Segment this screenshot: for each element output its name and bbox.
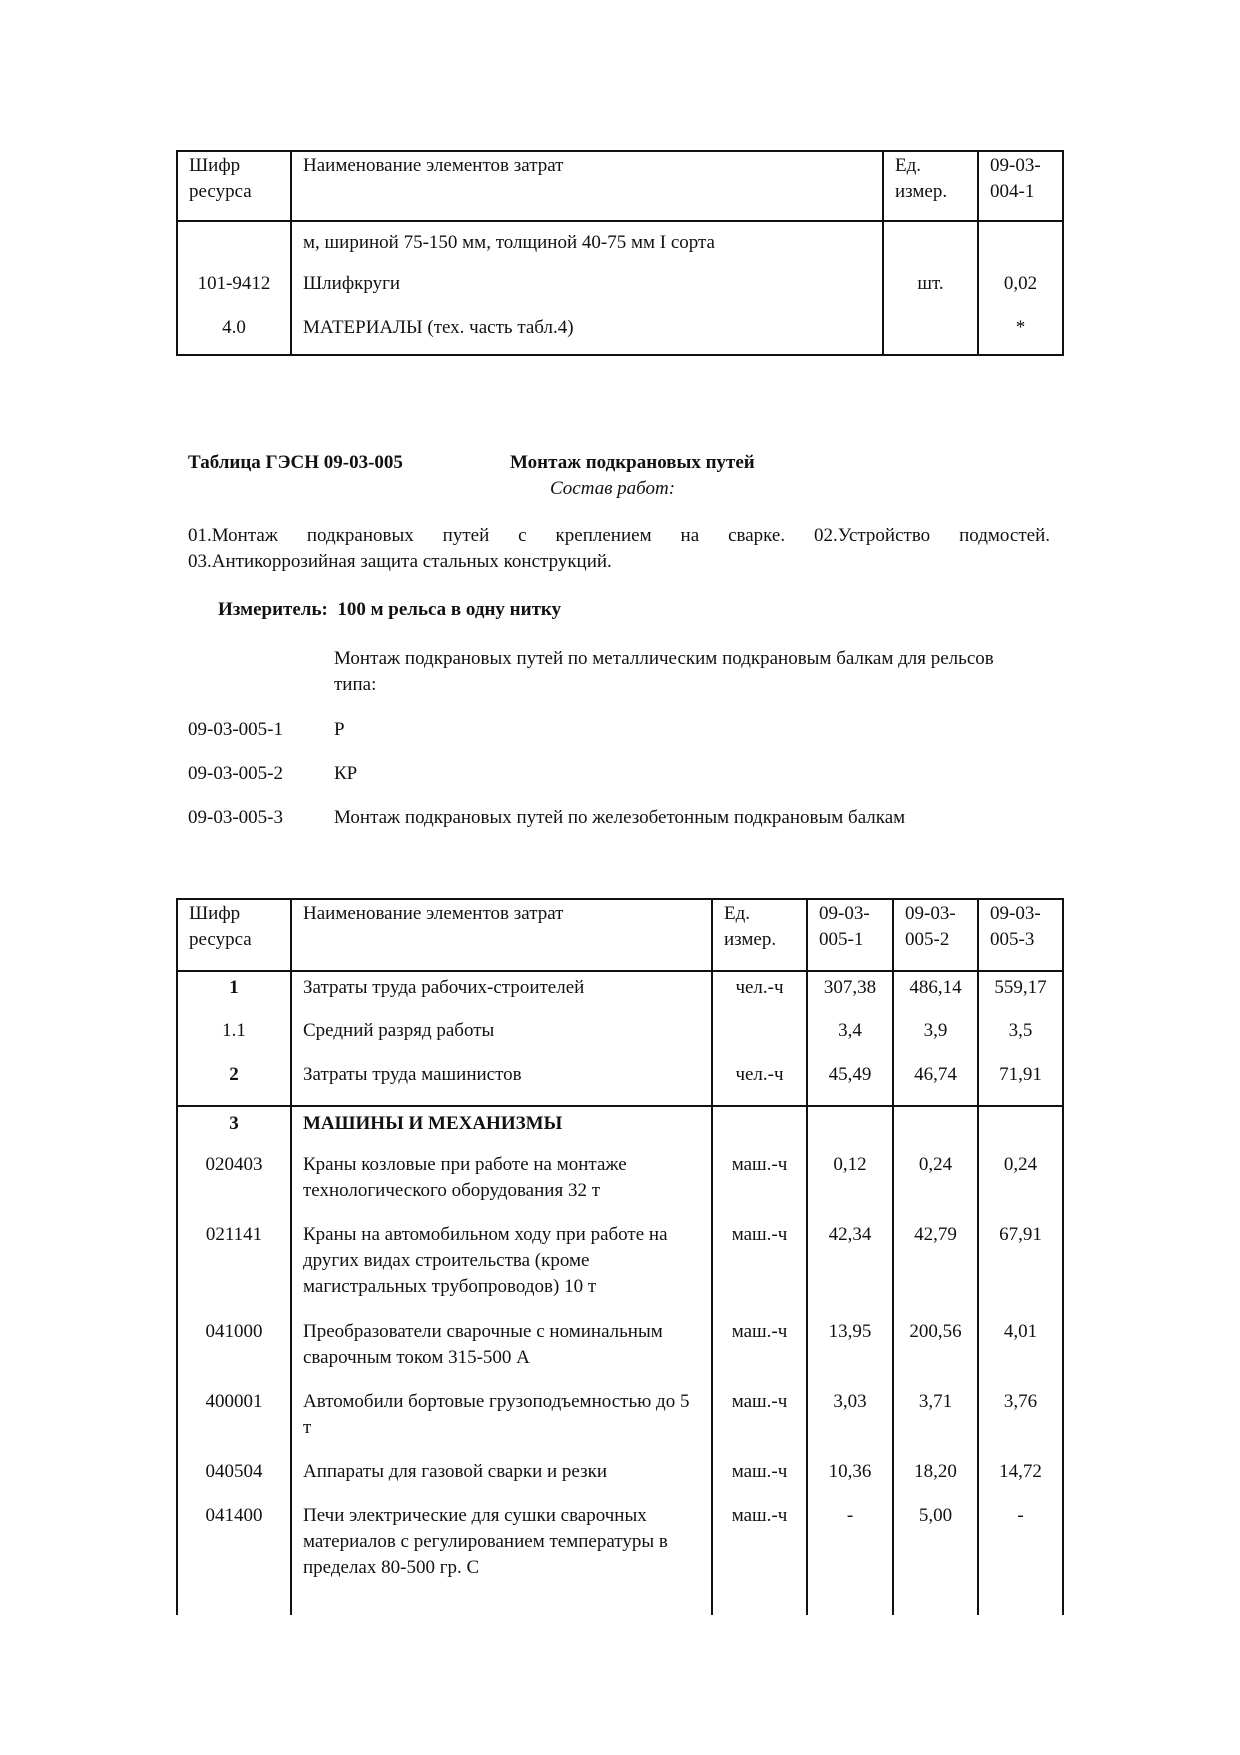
row-unit: маш.-ч [712, 1315, 807, 1385]
header-col-1: 09-03-004-1 [978, 151, 1063, 221]
resource-table-1 [176, 150, 1064, 356]
row-value: 3,9 [893, 1015, 978, 1059]
row-name: Средний разряд работы [291, 1015, 712, 1059]
table-row [177, 1218, 1063, 1315]
row-value: 3,71 [893, 1385, 978, 1455]
row-value: 0,02 [978, 265, 1063, 309]
item-code: 09-03-005-2 [188, 763, 283, 784]
table-row [177, 971, 1063, 1015]
item-text: КР [334, 763, 358, 784]
row-unit: маш.-ч [712, 1385, 807, 1455]
table-row [177, 1059, 1063, 1106]
intro-text [334, 646, 1064, 698]
table-row [177, 1148, 1063, 1218]
row-value: 45,49 [807, 1059, 893, 1106]
row-value: 0,12 [807, 1148, 893, 1218]
header-col-2: 09-03-005-2 [893, 899, 978, 971]
resource-table-2 [176, 898, 1064, 1615]
row-value: 10,36 [807, 1455, 893, 1499]
row-value: - [807, 1499, 893, 1615]
row-name: Преобразователи сварочные с номинальным сварочным током 315-500 А [291, 1315, 712, 1385]
row-value: 0,24 [978, 1148, 1063, 1218]
row-code: 2 [177, 1059, 291, 1106]
item-code: 09-03-005-1 [188, 719, 283, 740]
row-value: 5,00 [893, 1499, 978, 1615]
row-unit: чел.-ч [712, 971, 807, 1015]
row-value: 4,01 [978, 1315, 1063, 1385]
table-row [177, 265, 1063, 309]
row-unit [712, 1015, 807, 1059]
table-row [177, 221, 1063, 265]
row-code: 1 [177, 971, 291, 1015]
row-unit [883, 309, 978, 355]
row-name: Шлифкруги [291, 265, 883, 309]
row-code: 400001 [177, 1385, 291, 1455]
measure [218, 599, 561, 621]
row-name: Аппараты для газовой сварки и резки [291, 1455, 712, 1499]
row-value: * [978, 309, 1063, 355]
row-value: 3,4 [807, 1015, 893, 1059]
row-unit [883, 221, 978, 265]
row-unit: шт. [883, 265, 978, 309]
item-code: 09-03-005-3 [188, 807, 283, 828]
composition-label: Состав работ: [550, 478, 676, 499]
row-name: МАШИНЫ И МЕХАНИЗМЫ [291, 1106, 712, 1148]
row-value: 14,72 [978, 1455, 1063, 1499]
table-row [177, 1015, 1063, 1059]
header-name: Наименование элементов затрат [291, 899, 712, 971]
table-header-row [177, 151, 1063, 221]
header-col-3: 09-03-005-3 [978, 899, 1063, 971]
item-text: Монтаж подкрановых путей по железобетонным подкрановым балкам [334, 807, 906, 828]
row-code: 020403 [177, 1148, 291, 1218]
row-code: 041000 [177, 1315, 291, 1385]
list-item [188, 807, 283, 829]
row-code: 021141 [177, 1218, 291, 1315]
row-value [978, 221, 1063, 265]
row-name: Печи электрические для сушки сварочных материалов с регулированием температуры в пределах 80-500 гр. С [291, 1499, 712, 1615]
measure-label: Измеритель: [218, 599, 328, 620]
intro-line-1: Монтаж подкрановых путей по металлическим подкрановым балкам для рельсов [334, 648, 994, 669]
row-code: 1.1 [177, 1015, 291, 1059]
row-name: МАТЕРИАЛЫ (тех. часть табл.4) [291, 309, 883, 355]
row-value: 200,56 [893, 1315, 978, 1385]
row-unit: маш.-ч [712, 1148, 807, 1218]
row-name: Краны козловые при работе на монтаже технологического оборудования 32 т [291, 1148, 712, 1218]
row-value: 3,5 [978, 1015, 1063, 1059]
row-unit: маш.-ч [712, 1499, 807, 1615]
header-unit: Ед. измер. [712, 899, 807, 971]
list-item [188, 763, 283, 785]
composition-text [188, 523, 1050, 575]
header-col-1: 09-03-005-1 [807, 899, 893, 971]
row-code: 3 [177, 1106, 291, 1148]
row-value: 3,76 [978, 1385, 1063, 1455]
row-code: 101-9412 [177, 265, 291, 309]
list-item [188, 719, 283, 741]
section-title: Монтаж подкрановых путей [510, 452, 755, 473]
row-code: 041400 [177, 1499, 291, 1615]
row-value: 13,95 [807, 1315, 893, 1385]
table-row [177, 1315, 1063, 1385]
table-row [177, 1455, 1063, 1499]
row-value: 3,03 [807, 1385, 893, 1455]
row-value: 307,38 [807, 971, 893, 1015]
row-value: - [978, 1499, 1063, 1615]
row-value: 0,24 [893, 1148, 978, 1218]
row-code [177, 221, 291, 265]
header-unit: Ед. измер. [883, 151, 978, 221]
row-value: 486,14 [893, 971, 978, 1015]
composition-line-1: 01.Монтаж подкрановых путей с креплением на сварке. 02.Устройство подмостей. [188, 525, 1050, 546]
intro-line-2: типа: [334, 674, 377, 695]
measure-value: 100 м рельса в одну нитку [337, 599, 562, 620]
row-name: Затраты труда машинистов [291, 1059, 712, 1106]
header-name: Наименование элементов затрат [291, 151, 883, 221]
row-unit: маш.-ч [712, 1218, 807, 1315]
row-value: 46,74 [893, 1059, 978, 1106]
row-unit: маш.-ч [712, 1455, 807, 1499]
row-value: 42,34 [807, 1218, 893, 1315]
row-value: 42,79 [893, 1218, 978, 1315]
row-value: 71,91 [978, 1059, 1063, 1106]
row-name: Затраты труда рабочих-строителей [291, 971, 712, 1015]
row-name: Краны на автомобильном ходу при работе на других видах строительства (кроме магистральных трубопроводов) 10 т [291, 1218, 712, 1315]
table-row [177, 309, 1063, 355]
table-row [177, 1499, 1063, 1615]
row-value: 67,91 [978, 1218, 1063, 1315]
row-code: 040504 [177, 1455, 291, 1499]
row-unit: чел.-ч [712, 1059, 807, 1106]
row-code: 4.0 [177, 309, 291, 355]
row-value: 18,20 [893, 1455, 978, 1499]
composition-line-2: 03.Антикоррозийная защита стальных конструкций. [188, 551, 612, 572]
row-value: 559,17 [978, 971, 1063, 1015]
row-name: Автомобили бортовые грузоподъемностью до 5 т [291, 1385, 712, 1455]
row-name: м, шириной 75-150 мм, толщиной 40-75 мм I сорта [291, 221, 883, 265]
table-row [177, 1385, 1063, 1455]
table-label: Таблица ГЭСН 09-03-005 [188, 452, 403, 473]
header-code: Шифр ресурса [177, 899, 291, 971]
machines-header-row [177, 1106, 1063, 1148]
item-text: Р [334, 719, 345, 740]
header-code: Шифр ресурса [177, 151, 291, 221]
table-header-row [177, 899, 1063, 971]
